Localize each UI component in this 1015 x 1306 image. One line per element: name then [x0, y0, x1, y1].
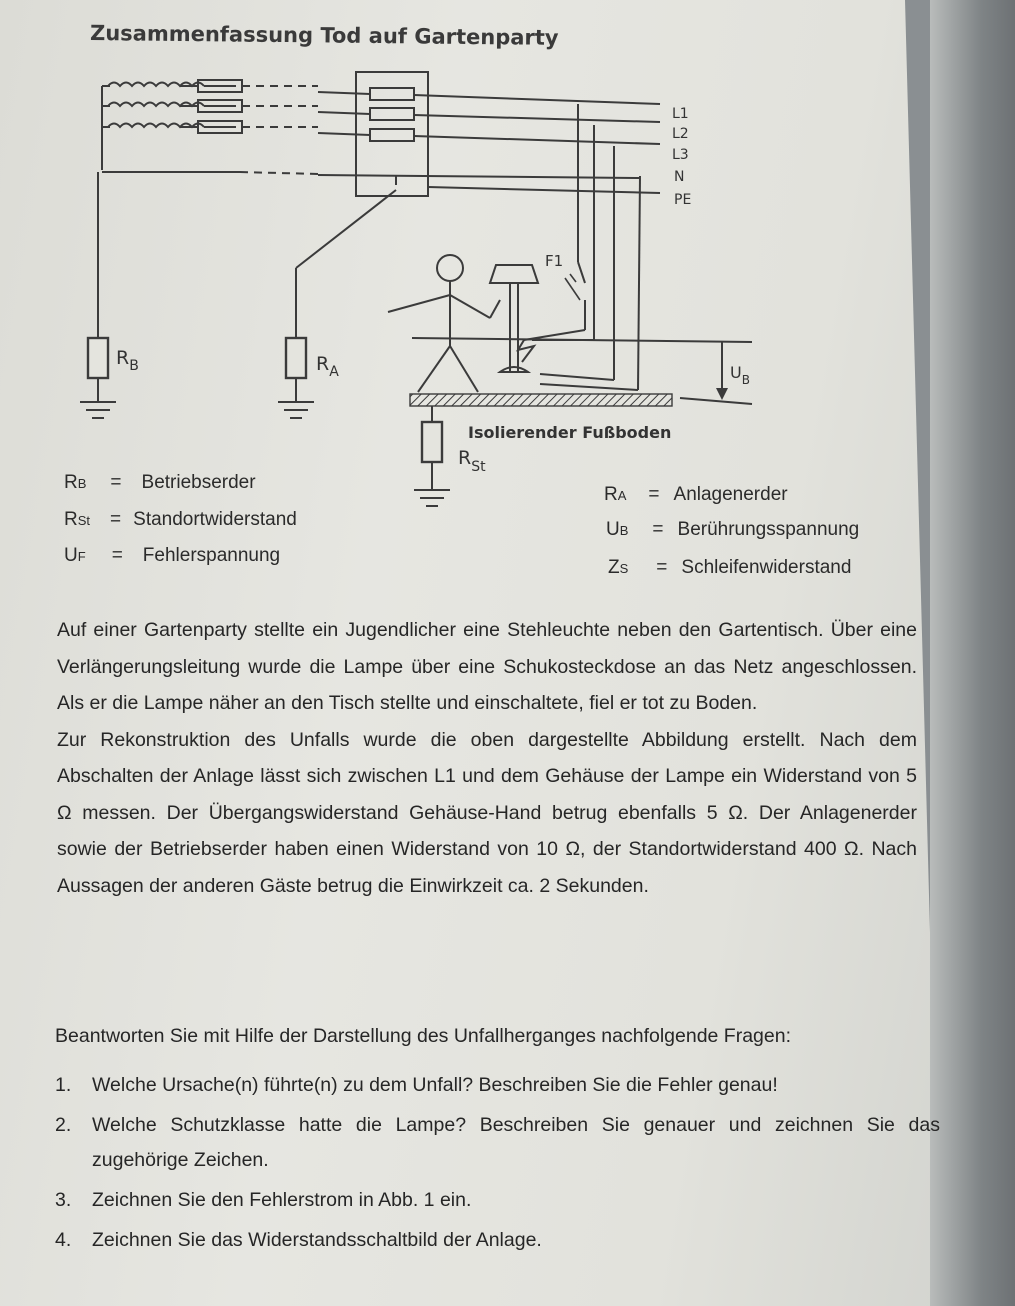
list-item — [55, 1183, 940, 1218]
legend-ub — [606, 519, 859, 541]
paragraph-reconstruction: Zur Rekonstruktion des Unfalls wurde die oben dargestellte Abbildung erstellt. Nach dem Abschalten der Anlage lässt sich zwischen L1 und dem Gehäuse der Lampe ein Widerstand von 5 Ω messen. Der Übergangswiderstand Gehäuse-Hand betrug ebenfalls 5 Ω. Der Anlagenerder sowie der Betriebserder haben einen Widerstand von 10 Ω, der Standortwiderstand 400 Ω. Nach Aussagen der anderen Gäste betrug die Einwirkzeit ca. 2 Sekunden. — [57, 728, 917, 897]
legend-symbol: UF — [64, 545, 86, 566]
resistor-symbols — [88, 338, 442, 462]
legend-text: Schleifenwiderstand — [681, 557, 852, 578]
question-number: 1. — [55, 1074, 72, 1096]
paragraph-incident: Auf einer Gartenparty stellte ein Jugendlicher eine Stehleuchte neben den Gartentisch. Über eine Verlängerungsleitung wurde die Lampe über eine Schukosteckdose an das Netz angeschlossen. Als er die Lampe näher an den Tisch stellte und einschaltete, fiel er tot zu Boden. — [57, 619, 917, 714]
label-ra: $R_A$ — [316, 353, 339, 380]
question-text: Zeichnen Sie den Fehlerstrom in Abb. 1 ein. — [92, 1189, 472, 1211]
legend-ra — [604, 484, 788, 506]
legend-text: Fehlerspannung — [142, 545, 281, 566]
conductor-label-pe: PE — [674, 192, 692, 208]
legend-uf — [64, 545, 280, 567]
legend-zs — [608, 557, 851, 579]
question-number: 4. — [55, 1229, 72, 1251]
legend-text: Standortwiderstand — [133, 509, 297, 530]
question-number: 3. — [55, 1189, 72, 1211]
conductor-label-l2: L2 — [672, 126, 689, 142]
legend-equals: = — [652, 519, 664, 540]
ring-binding — [930, 0, 1015, 1306]
legend-equals: = — [656, 557, 668, 578]
legend-equals: = — [111, 545, 123, 566]
resistor-ra-icon — [286, 338, 306, 378]
legend-symbol: UB — [606, 519, 629, 540]
question-list — [55, 1068, 940, 1258]
legend-symbol: RB — [64, 472, 87, 493]
list-item — [55, 1068, 940, 1103]
list-item — [55, 1223, 940, 1258]
conductor-label-n: N — [674, 169, 685, 185]
legend-rst — [64, 509, 297, 531]
label-rst: $R_{St}$ — [458, 447, 486, 475]
list-item — [55, 1108, 940, 1178]
resistor-rb-icon — [88, 338, 108, 378]
question-text: Zeichnen Sie das Widerstandsschaltbild der Anlage. — [92, 1229, 542, 1251]
legend-symbol: ZS — [608, 557, 629, 578]
document-title: Zusammenfassung Tod auf Gartenparty — [89, 21, 559, 50]
legend-equals: = — [110, 472, 122, 493]
question-number: 2. — [55, 1114, 72, 1136]
legend-symbol: RA — [604, 484, 627, 505]
legend-text: Berührungsspannung — [677, 519, 860, 540]
conductor-label-l3: L3 — [672, 147, 689, 163]
floor-label: Isolierender Fußboden — [468, 423, 672, 442]
arrow-down-icon — [716, 388, 728, 400]
legend-equals: = — [110, 509, 122, 530]
conductor-label-l1: L1 — [672, 106, 689, 122]
question-text: Welche Schutzklasse hatte die Lampe? Beschreiben Sie genauer und zeichnen Sie das zugehörige Zeichen. — [92, 1114, 940, 1171]
resistor-rst-icon — [422, 422, 442, 462]
legend-rb — [64, 472, 256, 494]
insulating-floor — [410, 394, 672, 406]
legend-text: Betriebserder — [141, 472, 256, 493]
fuse-label: F1 — [545, 252, 564, 270]
legend-text: Anlagenerder — [673, 484, 788, 505]
scenario-text — [57, 612, 917, 904]
task-intro: Beantworten Sie mit Hilfe der Darstellung des Unfallherganges nachfolgende Fragen: — [55, 1025, 792, 1047]
question-text: Welche Ursache(n) führte(n) zu dem Unfall? Beschreiben Sie die Fehler genau! — [92, 1074, 778, 1096]
legend-equals: = — [648, 484, 660, 505]
legend-symbol: RSt — [64, 509, 91, 530]
label-rb: $R_B$ — [116, 347, 139, 374]
label-ub: $U_B$ — [730, 363, 750, 387]
